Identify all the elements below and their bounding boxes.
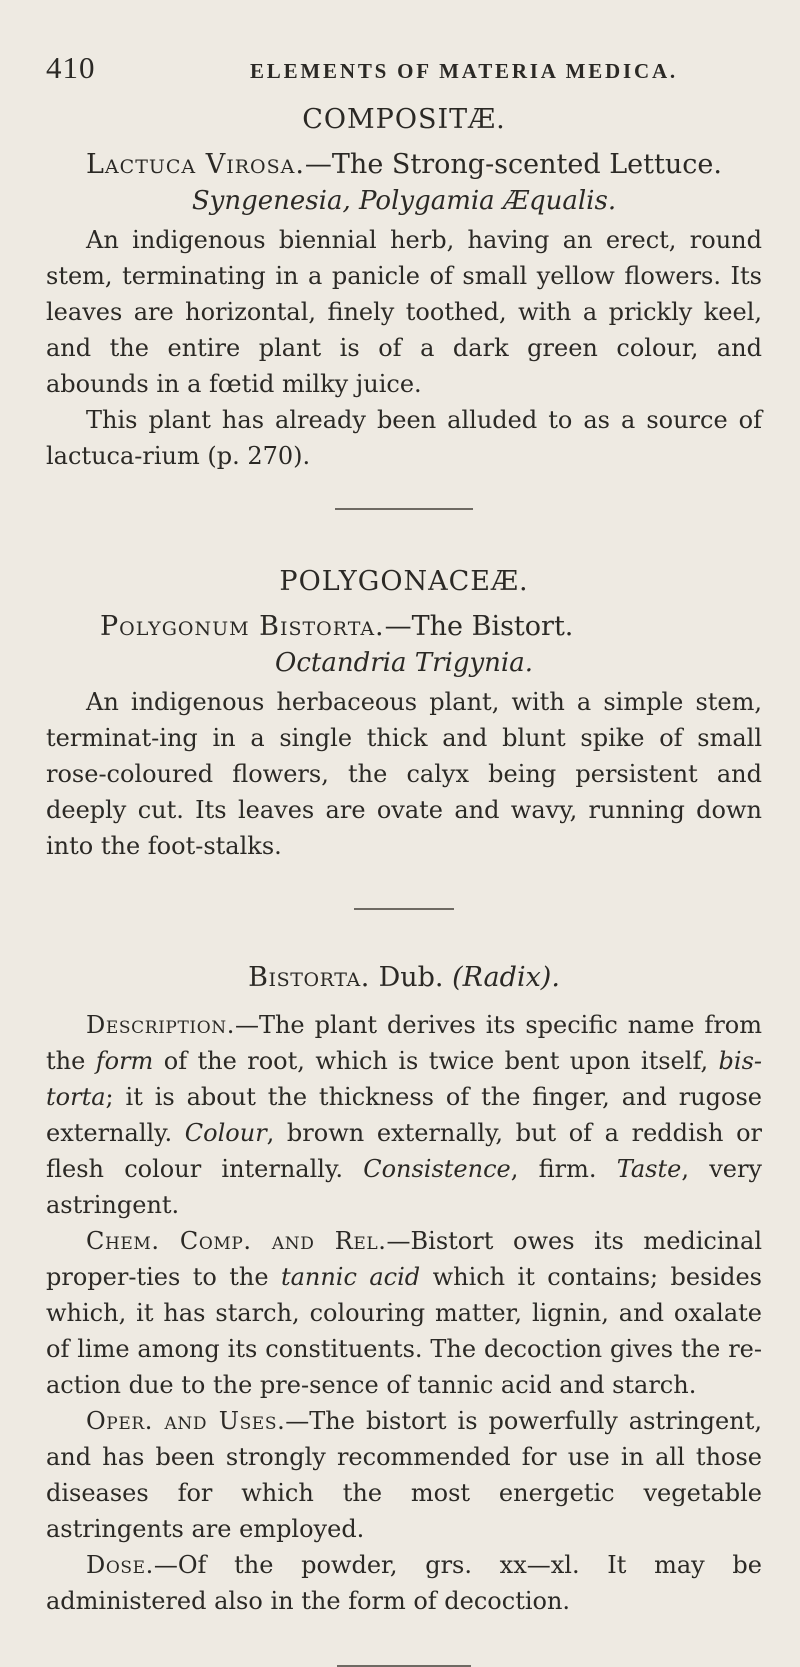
drug-part: (Radix). — [452, 962, 560, 993]
divider — [335, 508, 473, 510]
text-run: —Bistort owes its medicinal proper-ties to the — [46, 1227, 762, 1291]
text-run: , brown externally, but of a reddish or flesh colour internally. — [46, 1119, 762, 1183]
emphasis: Colour — [184, 1119, 267, 1147]
section-compositae — [46, 104, 762, 474]
text-run: , firm. — [510, 1155, 617, 1183]
plant-heading — [100, 611, 762, 642]
drug-title — [46, 962, 762, 993]
drug-name: Bistorta. — [248, 962, 370, 993]
divider — [354, 908, 454, 910]
chemistry-paragraph — [46, 1223, 762, 1403]
description-lead: Description. — [86, 1011, 235, 1039]
text-run: ; it is about the thickness of the finger, and rugose externally. — [46, 1083, 762, 1147]
drug-pharmacopoeia: Dub. — [378, 962, 444, 993]
plant-common-name: —The Strong-scented Lettuce. — [304, 149, 722, 180]
emphasis: Taste — [616, 1155, 682, 1183]
classification: Octandria Trigynia. — [275, 648, 533, 678]
dose-lead: Dose. — [86, 1551, 154, 1579]
plant-common-name: —The Bistort. — [384, 611, 574, 642]
text-run: —The plant derives its specific name from the — [46, 1011, 762, 1075]
drug-entry-bistorta — [46, 962, 762, 1619]
plant-name: Lactuca Virosa. — [86, 149, 305, 180]
plant-heading — [86, 149, 762, 180]
paragraph: An indigenous biennial herb, having an erect, round stem, terminating in a panicle of small yellow flowers. Its leaves are horizontal, finely toothed, with a prickly keel, and the entire plant is of a dark green colour, and abounds in a fœtid milky juice. — [46, 226, 762, 398]
dose-paragraph — [46, 1547, 762, 1619]
paragraph: An indigenous herbaceous plant, with a simple stem, terminat-ing in a single thick and blunt spike of small rose-coloured flowers, the calyx being persistent and deeply cut. Its leaves are ovate and wavy, running down into the foot-stalks. — [46, 688, 762, 860]
text-run: of the root, which is twice bent upon itself, — [153, 1047, 719, 1075]
running-title: ELEMENTS OF MATERIA MEDICA. — [250, 59, 678, 83]
text-run: which it contains; besides which, it has starch, colouring matter, lignin, and oxalate of lime among its constituents. The decoction gives the re-action due to the pre-sence of tannic acid and starch. — [46, 1263, 762, 1399]
plant-name: Polygonum Bistorta. — [100, 611, 385, 642]
emphasis: bis-torta — [46, 1047, 763, 1111]
section-title: POLYGONACEÆ. — [279, 566, 529, 597]
section-polygonaceae — [46, 566, 762, 864]
emphasis: Consistence — [363, 1155, 511, 1183]
text-run: —The bistort is powerfully astringent, and has been strongly recommended for use in all those diseases for which the most energetic vegetable astringents are employed. — [46, 1407, 762, 1543]
paragraph: This plant has already been alluded to as a source of lactuca-rium (p. 270). — [46, 406, 762, 470]
section-title: COMPOSITÆ. — [302, 104, 506, 135]
classification: Syngenesia, Polygamia Æqualis. — [191, 186, 617, 216]
page-number: 410 — [46, 50, 96, 85]
text-run: , very astringent. — [46, 1155, 762, 1219]
running-head — [46, 46, 762, 94]
uses-paragraph — [46, 1403, 762, 1547]
emphasis: form — [95, 1047, 154, 1075]
uses-lead: Oper. and Uses. — [86, 1407, 286, 1435]
chemistry-lead: Chem. Comp. and Rel. — [86, 1227, 387, 1255]
description-paragraph — [46, 1007, 762, 1223]
emphasis: tannic acid — [280, 1263, 421, 1291]
text-run: —Of the powder, grs. xx—xl. It may be administered also in the form of decoction. — [46, 1551, 762, 1615]
